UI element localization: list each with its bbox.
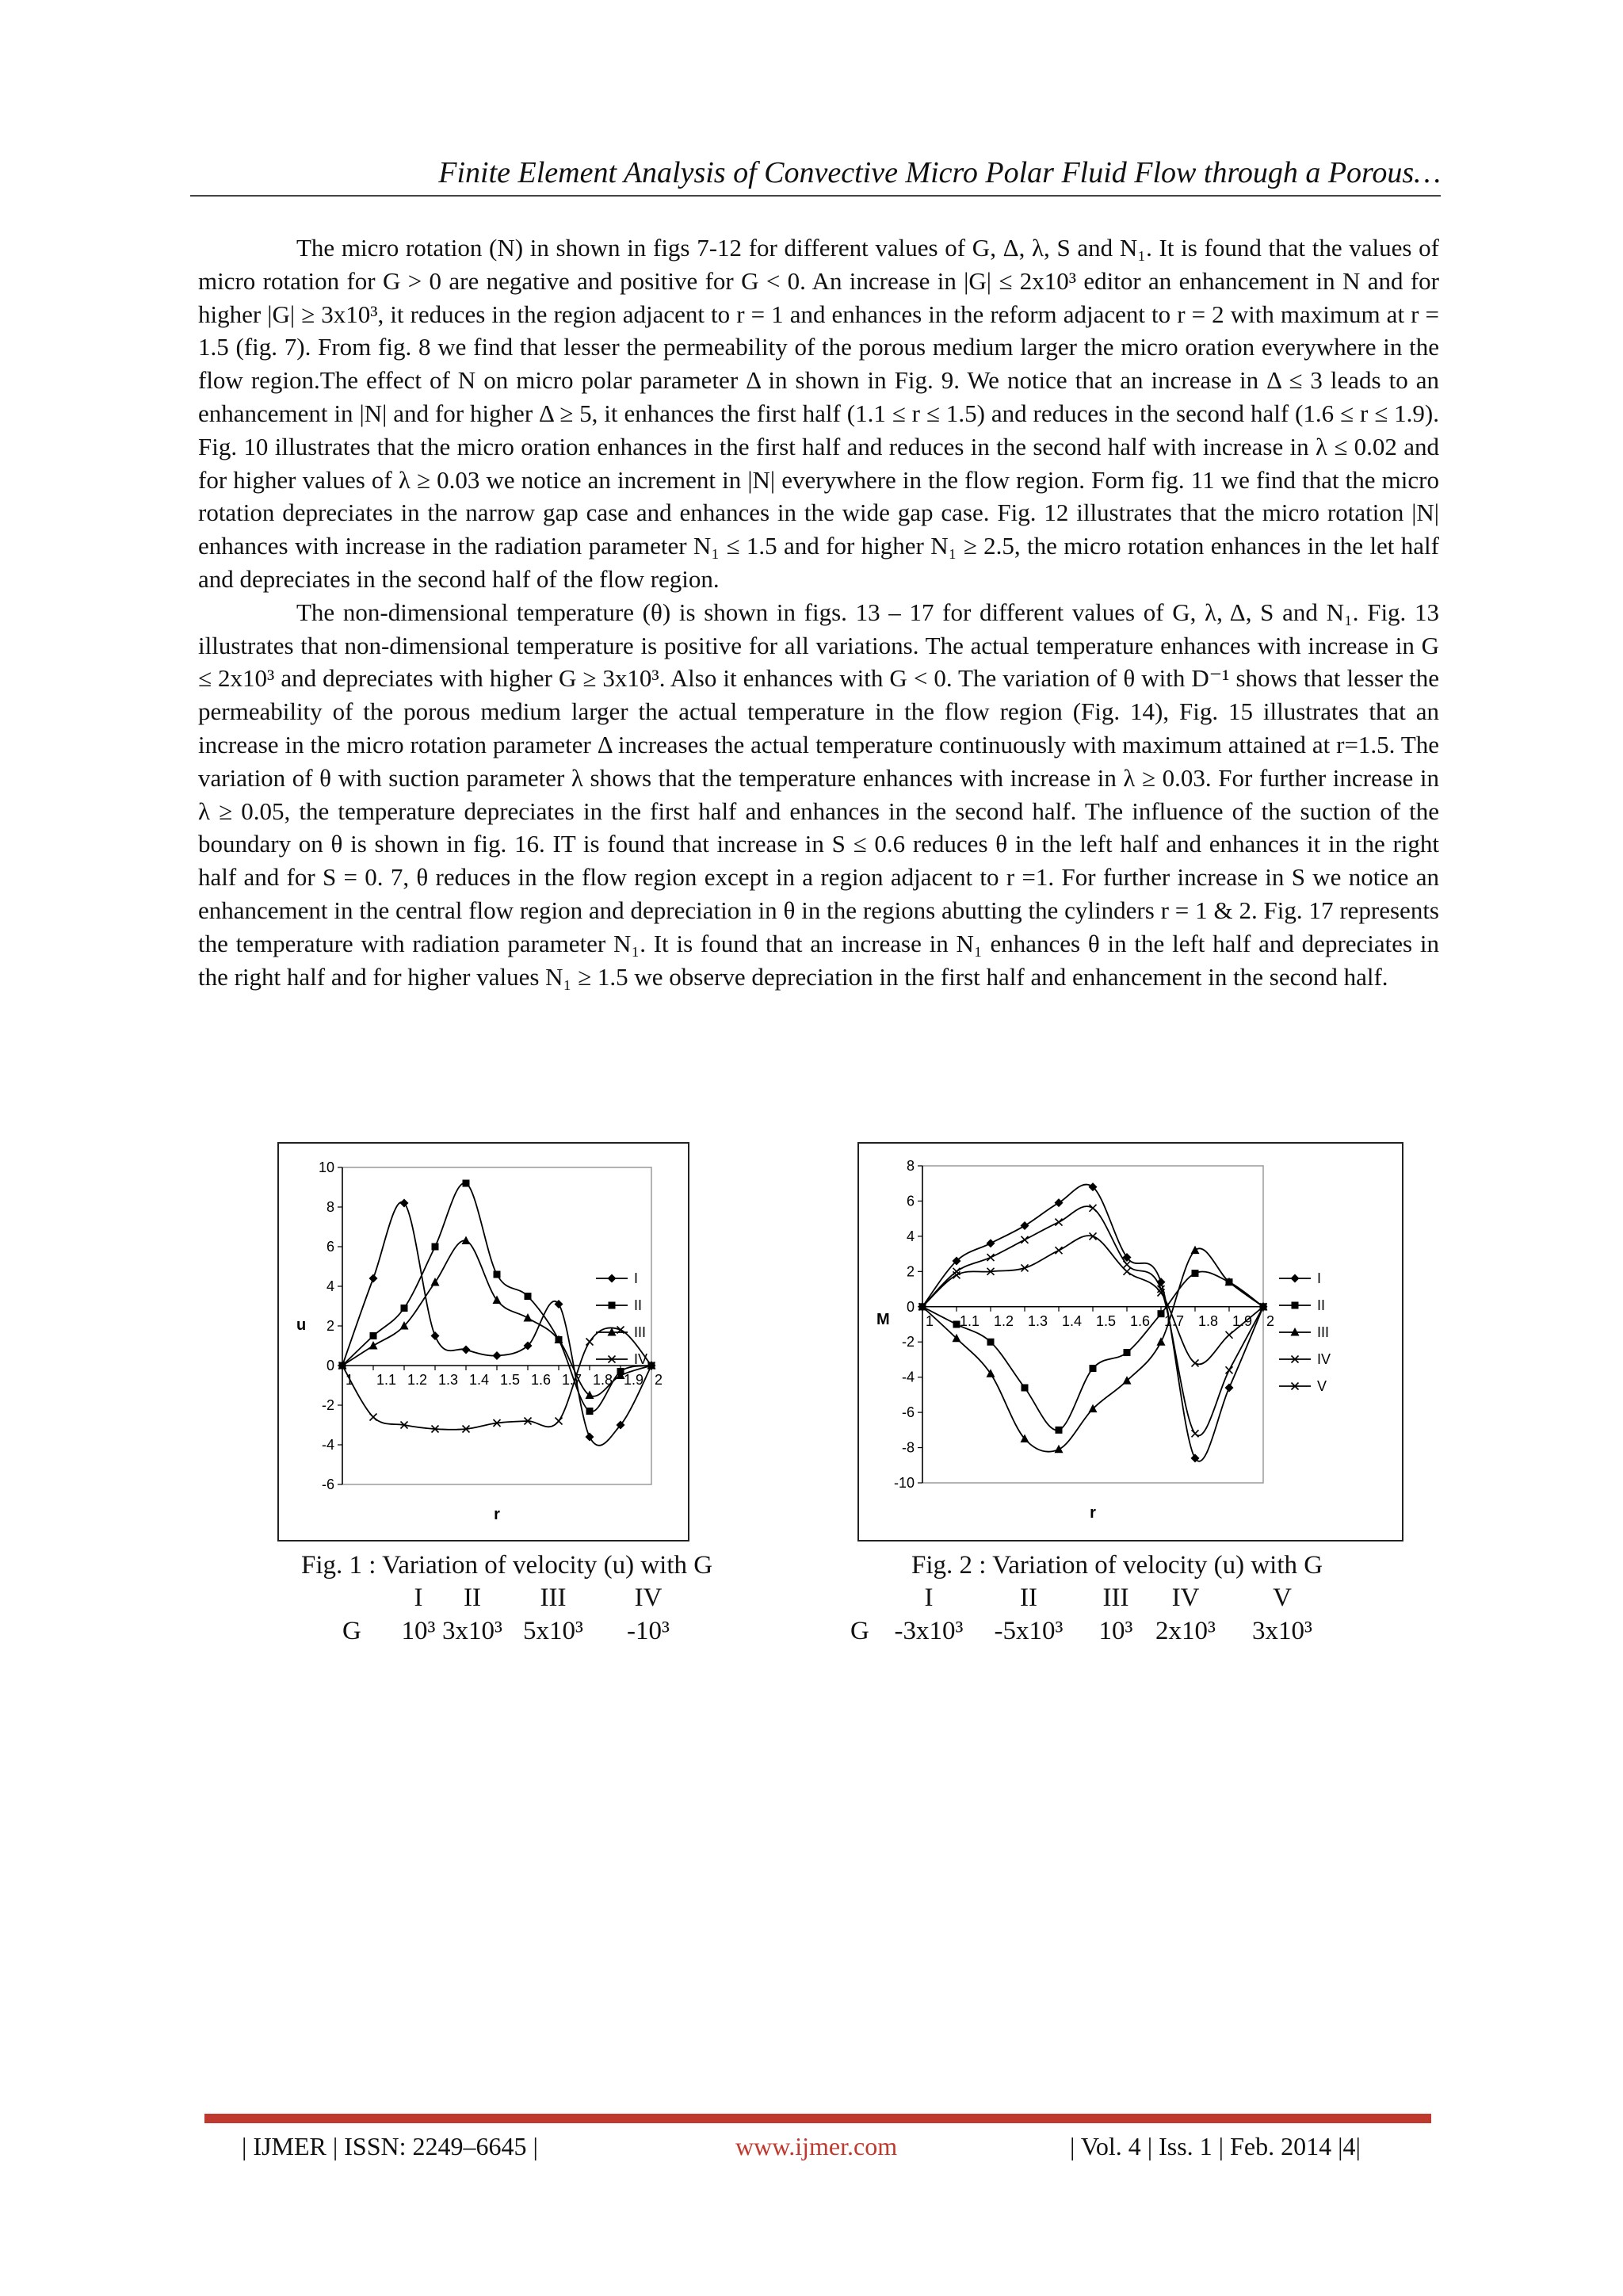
x-tick-label: 1.5 xyxy=(1096,1312,1117,1329)
y-tick-label: -2 xyxy=(321,1397,334,1413)
parameter-value: -5x10³ xyxy=(994,1617,1064,1645)
parameter-value: 10³ xyxy=(1098,1617,1133,1645)
data-point xyxy=(432,1244,439,1251)
parameter-value: -3x10³ xyxy=(894,1617,964,1645)
curve-numeral: III xyxy=(1102,1584,1129,1612)
data-point xyxy=(1124,1261,1131,1268)
figure-1-caption: Fig. 1 : Variation of velocity (u) with G xyxy=(301,1551,713,1580)
data-point xyxy=(987,1339,995,1346)
data-point xyxy=(1055,1445,1064,1454)
data-point xyxy=(1124,1349,1131,1356)
y-tick-label: 10 xyxy=(318,1159,334,1175)
curve-numeral: IV xyxy=(1171,1584,1200,1612)
x-tick-label: 1.7 xyxy=(562,1372,582,1388)
data-point xyxy=(1022,1385,1029,1392)
legend-label: IV xyxy=(1317,1351,1331,1367)
plot-area xyxy=(342,1167,651,1484)
legend-label: II xyxy=(634,1297,643,1313)
data-point xyxy=(1056,1427,1063,1434)
curve-numeral: II xyxy=(464,1584,481,1612)
y-axis-label: u xyxy=(296,1316,307,1334)
data-point xyxy=(401,1305,408,1312)
y-tick-label: 6 xyxy=(906,1193,915,1209)
legend-label: III xyxy=(634,1324,647,1340)
y-tick-label: -4 xyxy=(901,1369,915,1385)
data-point xyxy=(556,1418,563,1425)
data-point xyxy=(953,1321,960,1328)
data-point xyxy=(525,1293,532,1300)
x-tick-label: 1.1 xyxy=(960,1312,980,1329)
data-point xyxy=(494,1271,501,1278)
data-point xyxy=(953,1271,960,1278)
header-divider xyxy=(190,195,1441,197)
x-tick-label: 2 xyxy=(1266,1312,1275,1329)
data-point xyxy=(1055,1198,1064,1207)
y-tick-label: 8 xyxy=(326,1199,334,1215)
figure-2-chart xyxy=(857,1142,1403,1541)
legend-label: I xyxy=(634,1270,639,1286)
x-tick-label: 1.6 xyxy=(531,1372,552,1388)
data-point xyxy=(369,1341,378,1350)
legend-label: IV xyxy=(634,1351,648,1367)
x-tick-label: 2 xyxy=(655,1372,663,1388)
paragraph-temperature: The non-dimensional temperature (θ) is shown in figs. 13 – 17 for different values of G, λ, Δ, S and N₁. Fig. 13 illustrates that non-dimensional temperature is positive for all variations. The actual temperature enhances with increase in G ≤ 2x10³ and depreciates with higher G ≥ 3x10³. Also it enhances with G < 0. The variation of θ with D⁻¹ shows that lesser the permeability of the porous medium larger the actual temperature in the flow region (Fig. 14), Fig. 15 illustrates that an increase in the micro rotation parameter Δ increases the actual temperature continuously with maximum attained at r=1.5. The variation of θ with suction parameter λ shows that the temperature enhances with increase in λ ≥ 0.03. For further increase in λ ≥ 0.05, the temperature depreciates in the first half and enhances in the second half. The influence of the suction of the boundary on θ is shown in fig. 16. IT is found that increase in S ≤ 0.6 reduces θ in the left half and enhances it in the right half and for S = 0. 7, θ reduces in the flow region except in a region adjacent to r =1. For further increase in S we notice an enhancement in the central flow region and depreciation in θ in the regions abutting the cylinders r = 1 & 2. Fig. 17 represents the temperature with radiation parameter N₁. It is found that an increase in N₁ enhances θ in the left half and depreciates in the right half and for higher values N₁ ≥ 1.5 we observe depreciation in the first half and enhancement in the second half. xyxy=(198,598,1439,991)
footer-volume-info: | Vol. 4 | Iss. 1 | Feb. 2014 |4| xyxy=(1070,2132,1361,2160)
parameter-label: G xyxy=(342,1617,361,1645)
x-tick-label: 1.3 xyxy=(1028,1312,1048,1329)
series-v xyxy=(919,1232,1267,1366)
y-tick-label: 0 xyxy=(906,1298,915,1315)
legend-label: III xyxy=(1317,1324,1330,1340)
data-point xyxy=(1056,1219,1063,1226)
data-point xyxy=(586,1339,594,1346)
footer-website-link[interactable]: www.ijmer.com xyxy=(735,2132,898,2160)
data-point xyxy=(524,1313,533,1322)
data-point xyxy=(1226,1331,1233,1339)
curve-numeral: IV xyxy=(634,1584,663,1612)
series-line xyxy=(922,1248,1263,1451)
parameter-value: -10³ xyxy=(627,1617,670,1645)
y-tick-label: 4 xyxy=(326,1278,334,1294)
data-point xyxy=(493,1351,502,1360)
data-point xyxy=(463,1180,470,1187)
x-axis-label: r xyxy=(494,1506,500,1523)
legend-label: I xyxy=(1317,1270,1322,1286)
parameter-value: 3x10³ xyxy=(442,1617,502,1645)
x-tick-label: 1.4 xyxy=(1062,1312,1083,1329)
curve-numeral: II xyxy=(1020,1584,1037,1612)
series-iii xyxy=(918,1246,1268,1454)
x-tick-label: 1 xyxy=(346,1372,354,1388)
paragraph-micro-rotation: The micro rotation (N) in shown in figs 7-12 for different values of G, Δ, λ, S and N₁. It is found that the values of micro rotation for G > 0 are negative and positive for G < 0. An increase in |G| ≤ 2x10³ editor an enhancement in N and for higher |G| ≥ 3x10³, it reduces in the region adjacent to r = 1 and enhances in the reform adjacent to r = 2 with maximum at r = 1.5 (fig. 7). From fig. 8 we find that lesser the permeability of the porous medium larger the micro oration everywhere in the flow region.The effect of N on micro polar parameter Δ in shown in Fig. 9. We notice that an increase in Δ ≤ 3 leads to an enhancement in |N| and for higher Δ ≥ 5, it enhances the first half (1.1 ≤ r ≤ 1.5) and reduces in the second half (1.6 ≤ r ≤ 1.9). Fig. 10 illustrates that the micro oration enhances in the first half and reduces in the second half with increase in λ ≤ 0.02 and for higher values of λ ≥ 0.03 we notice an increment in |N| everywhere in the flow region. Form fig. 11 we find that the micro rotation depreciates in the narrow gap case and enhances in the wide gap case. Fig. 12 illustrates that the micro rotation |N| enhances with increase in the radiation parameter N₁ ≤ 1.5 and for higher N₁ ≥ 2.5, the micro rotation enhances in the let half and depreciates in the second half of the flow region. xyxy=(198,234,1439,593)
figure-1-chart xyxy=(277,1142,689,1541)
data-point xyxy=(1090,1205,1097,1212)
x-tick-label: 1.2 xyxy=(994,1312,1014,1329)
legend-marker xyxy=(1291,1274,1300,1283)
data-point xyxy=(586,1408,594,1415)
data-point xyxy=(987,1239,995,1247)
curve-numeral: I xyxy=(414,1584,423,1612)
y-tick-label: 0 xyxy=(326,1358,334,1373)
data-point xyxy=(1191,1246,1200,1255)
x-tick-label: 1.2 xyxy=(407,1372,428,1388)
parameter-value: 3x10³ xyxy=(1252,1617,1312,1645)
legend-marker xyxy=(1292,1302,1299,1309)
data-point xyxy=(1226,1366,1233,1373)
y-tick-label: -6 xyxy=(901,1404,915,1421)
x-tick-label: 1.7 xyxy=(1164,1312,1185,1329)
parameter-value: 5x10³ xyxy=(523,1617,583,1645)
data-point xyxy=(586,1433,594,1442)
parameter-value: 10³ xyxy=(401,1617,436,1645)
y-tick-label: 6 xyxy=(326,1239,334,1255)
x-tick-label: 1 xyxy=(926,1312,934,1329)
x-tick-label: 1.6 xyxy=(1130,1312,1151,1329)
legend-label: V xyxy=(1317,1378,1327,1394)
y-tick-label: -2 xyxy=(901,1334,915,1350)
data-point xyxy=(462,1346,471,1354)
body-text xyxy=(198,231,1439,993)
x-tick-label: 1.5 xyxy=(500,1372,521,1388)
x-axis-label: r xyxy=(1090,1504,1096,1522)
data-point xyxy=(1157,1337,1166,1346)
y-tick-label: 8 xyxy=(906,1158,915,1174)
data-point xyxy=(987,1254,995,1261)
series-i xyxy=(338,1199,656,1446)
parameter-value: 2x10³ xyxy=(1155,1617,1216,1645)
y-tick-label: -8 xyxy=(901,1439,915,1456)
running-title: Finite Element Analysis of Convective Micro Polar Fluid Flow through a Porous… xyxy=(438,156,1441,189)
data-point xyxy=(1021,1221,1029,1230)
y-tick-label: 4 xyxy=(906,1228,915,1244)
curve-numeral: III xyxy=(540,1584,567,1612)
data-point xyxy=(370,1414,377,1421)
x-tick-label: 1.4 xyxy=(469,1372,490,1388)
y-axis-label: M xyxy=(876,1311,890,1328)
y-tick-label: -6 xyxy=(321,1477,334,1492)
legend xyxy=(1279,1270,1331,1394)
x-tick-label: 1.3 xyxy=(438,1372,459,1388)
data-point xyxy=(1192,1270,1199,1277)
x-tick-label: 1.9 xyxy=(624,1372,644,1388)
y-tick-label: -4 xyxy=(321,1437,334,1453)
parameter-label: G xyxy=(850,1617,869,1645)
x-tick-label: 1.8 xyxy=(1198,1312,1219,1329)
data-point xyxy=(1090,1365,1097,1372)
footer-bar xyxy=(204,2114,1431,2123)
figure-2-caption: Fig. 2 : Variation of velocity (u) with G xyxy=(911,1551,1323,1580)
x-tick-label: 1.1 xyxy=(376,1372,397,1388)
legend-label: II xyxy=(1317,1297,1326,1313)
data-point xyxy=(369,1274,378,1283)
data-point xyxy=(1158,1310,1165,1317)
footer-journal-info: | IJMER | ISSN: 2249–6645 | xyxy=(242,2132,538,2160)
legend xyxy=(596,1270,647,1367)
data-point xyxy=(1124,1268,1131,1275)
legend-marker xyxy=(608,1274,617,1283)
y-tick-label: 2 xyxy=(326,1318,334,1334)
data-point xyxy=(370,1332,377,1339)
data-point xyxy=(1225,1384,1234,1392)
data-point xyxy=(400,1199,409,1208)
legend-marker xyxy=(609,1302,616,1309)
data-point xyxy=(1192,1359,1199,1366)
x-tick-label: 1.9 xyxy=(1232,1312,1253,1329)
curve-numeral: I xyxy=(924,1584,934,1612)
data-point xyxy=(431,1331,440,1340)
y-tick-label: -10 xyxy=(893,1475,915,1491)
series-line xyxy=(922,1236,1263,1364)
data-point xyxy=(1192,1430,1199,1437)
x-tick-label: 1.8 xyxy=(593,1372,613,1388)
data-point xyxy=(1022,1236,1029,1244)
data-point xyxy=(1056,1247,1063,1254)
y-tick-label: 2 xyxy=(906,1263,915,1280)
curve-numeral: V xyxy=(1273,1584,1292,1612)
